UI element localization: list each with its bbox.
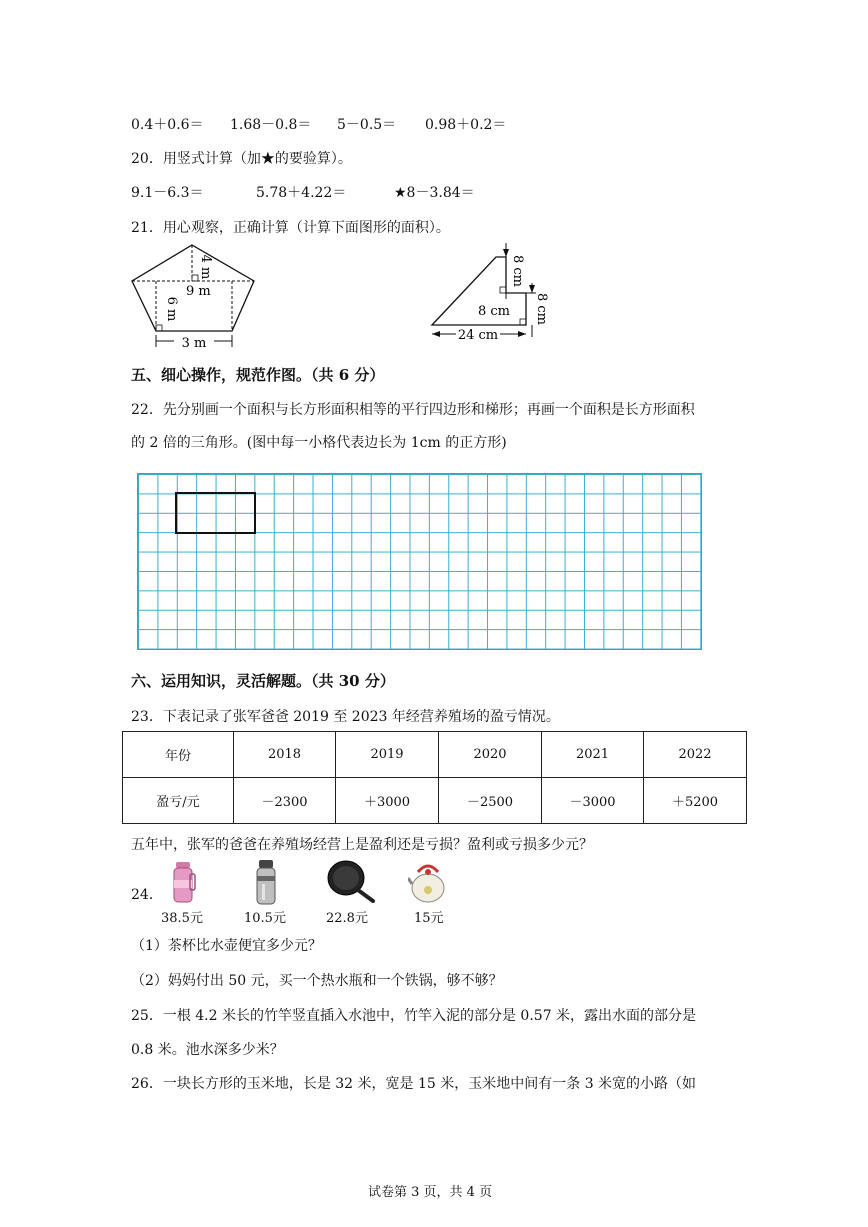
given-rectangle	[175, 492, 256, 534]
price-thermos-cup: 38.5元	[161, 911, 203, 926]
q25-line2: 0.8 米。池水深多少米？	[131, 1042, 284, 1058]
q19-item-4: 0.98＋0.2＝	[425, 117, 507, 133]
table-cell: 盈亏/元	[123, 778, 234, 824]
table-cell: －2500	[439, 778, 542, 824]
section5-title: 五、细心操作，规范作图。（共 6 分）	[131, 366, 385, 384]
price-frying-pan: 22.8元	[326, 911, 368, 926]
q22-line1: 22．先分别画一个面积与长方形面积相等的平行四边形和梯形；再画一个面积是长方形面积	[131, 402, 695, 418]
trapezoid-base-label: 24 cm	[457, 328, 499, 343]
table-cell: 2022	[644, 732, 747, 778]
pentagon-top-height-label: 4 m	[198, 254, 213, 280]
q20-item-1: 9.1－6.3＝	[131, 185, 204, 201]
table-row	[123, 778, 747, 824]
trapezoid-inner-label: 8 cm	[477, 304, 511, 319]
q24-1: （1）茶杯比水壶便宜多少元？	[131, 938, 322, 954]
table-cell: 2018	[234, 732, 336, 778]
frying-pan-icon	[326, 858, 376, 904]
profit-loss-table	[122, 731, 747, 824]
page-footer: 试卷第 3 页，共 4 页	[368, 1185, 493, 1200]
q20-title: 20．用竖式计算（加★的要验算）。	[131, 151, 352, 167]
trapezoid-figure	[424, 243, 554, 353]
section6-title: 六、运用知识，灵活解题。（共 30 分）	[131, 672, 395, 690]
q22-line2: 的 2 倍的三角形。(图中每一小格代表边长为 1cm 的正方形)	[131, 435, 507, 451]
table-cell: －3000	[542, 778, 644, 824]
q20-item-2: 5.78＋4.22＝	[256, 185, 347, 201]
table-cell: 2021	[542, 732, 644, 778]
q24-2: （2）妈妈付出 50 元，买一个热水瓶和一个铁锅，够不够？	[131, 973, 503, 989]
table-cell: 2020	[439, 732, 542, 778]
table-header-row	[123, 732, 747, 778]
pentagon-figure	[124, 243, 260, 353]
table-cell: －2300	[234, 778, 336, 824]
trapezoid-right-seg-label: 8 cm	[534, 292, 549, 326]
pentagon-rect-height-label: 6 m	[164, 296, 179, 322]
q24-label: 24．	[131, 887, 163, 903]
price-kettle: 15元	[414, 911, 444, 926]
q19-item-2: 1.68－0.8＝	[230, 117, 312, 133]
kettle-icon	[408, 858, 448, 904]
pentagon-base-label: 3 m	[181, 336, 207, 351]
table-cell: ＋3000	[336, 778, 439, 824]
q25-line1: 25．一根 4.2 米长的竹竿竖直插入水池中，竹竿入泥的部分是 0.57 米，露出水面的部分是	[131, 1008, 697, 1024]
q26-line1: 26．一块长方形的玉米地，长是 32 米，宽是 15 米，玉米地中间有一条 3 米宽的小路（如	[131, 1076, 697, 1092]
q19-item-1: 0.4＋0.6＝	[131, 117, 204, 133]
thermos-cup-icon	[168, 858, 198, 906]
q23-title: 23．下表记录了张军爸爸 2019 至 2023 年经营养殖场的盈亏情况。	[131, 709, 560, 725]
pentagon-width-label: 9 m	[186, 284, 211, 299]
table-cell: 年份	[123, 732, 234, 778]
trapezoid-top-seg-label: 8 cm	[510, 254, 525, 288]
water-flask-icon	[253, 858, 279, 906]
table-cell: ＋5200	[644, 778, 747, 824]
q23-question: 五年中，张军的爸爸在养殖场经营上是盈利还是亏损？盈利或亏损多少元？	[131, 837, 593, 853]
q21-title: 21．用心观察，正确计算（计算下面图形的面积）。	[131, 220, 450, 236]
q20-item-3: ★8－3.84＝	[394, 185, 475, 201]
table-cell: 2019	[336, 732, 439, 778]
q19-item-3: 5－0.5＝	[337, 117, 397, 133]
price-water-flask: 10.5元	[244, 911, 286, 926]
